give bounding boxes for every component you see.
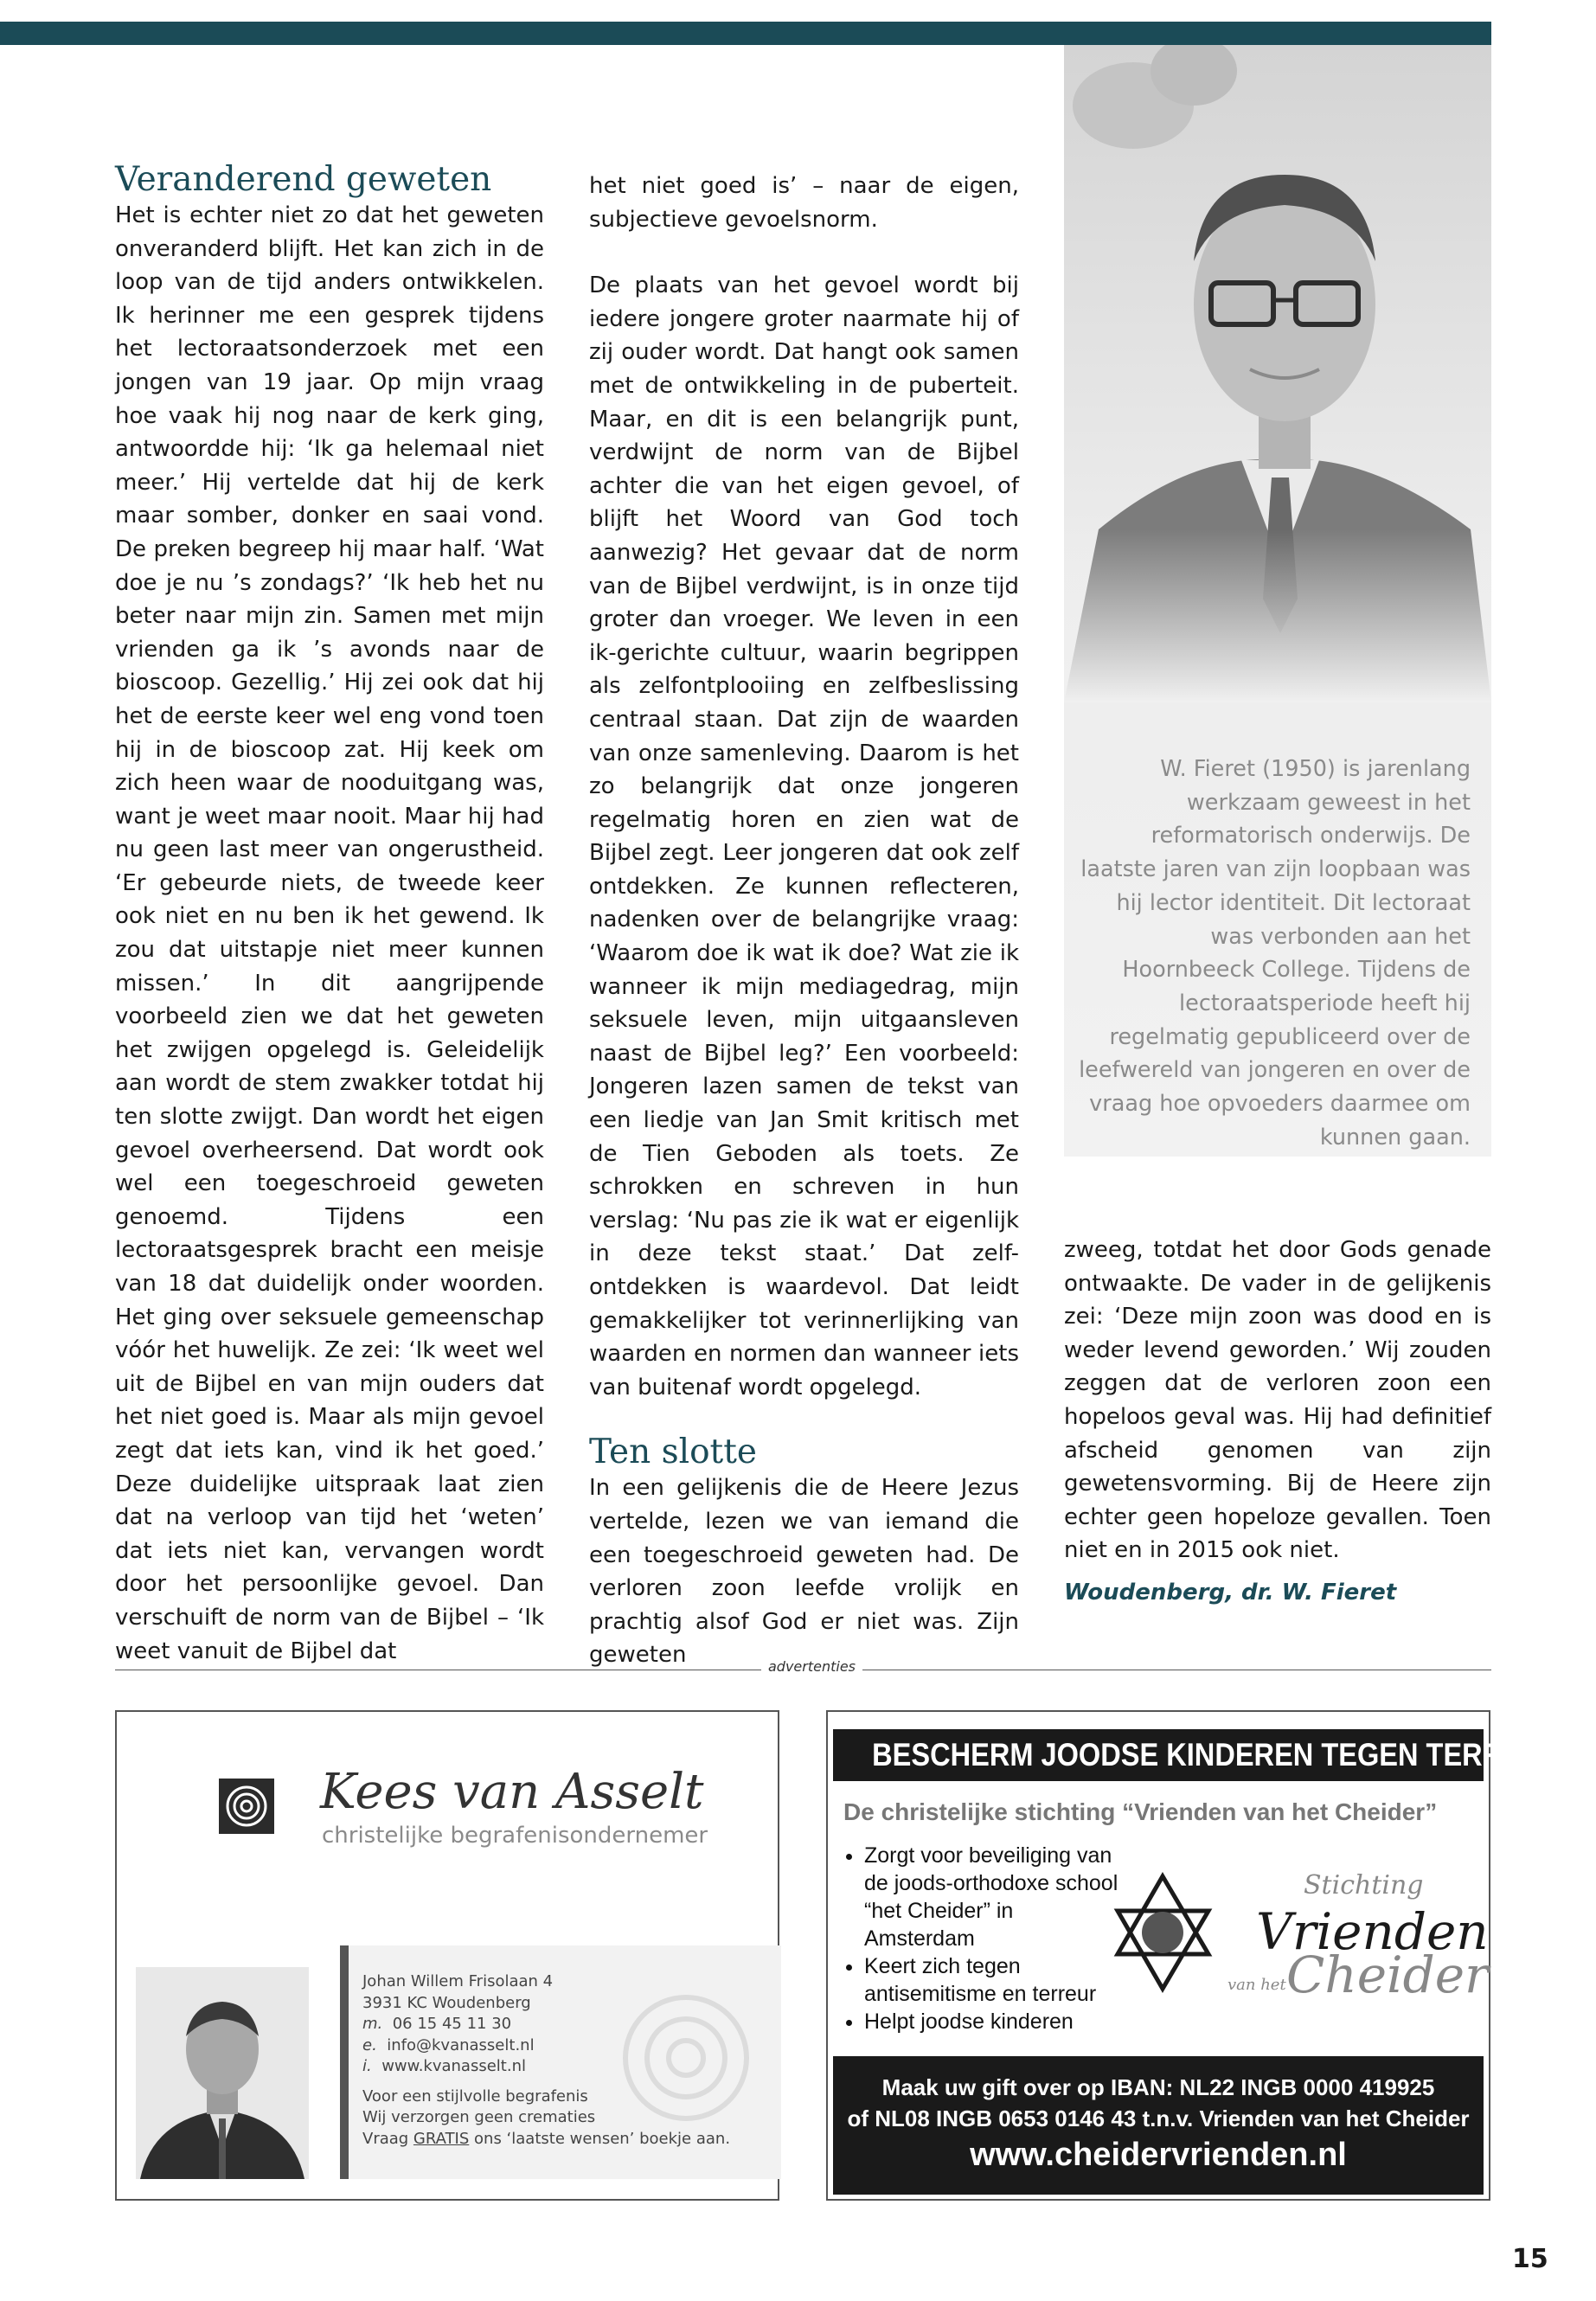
article-column-3 [1064,1234,1491,1567]
ads-label: advertenties [761,1658,862,1675]
ad2-bullet-item: • Zorgt voor beveiliging van de joods-orthodoxe school “het Cheider” in Amsterdam [864,1842,1124,1952]
section-heading-veranderend-geweten: Veranderend geweten [115,160,492,199]
top-accent-bar [0,22,1491,45]
cheider-emblem-icon [1113,1872,1213,1993]
ad2-bullet-item: • Helpt joodse kinderen [864,2008,1124,2035]
ad1-slogan-1: Voor een stijlvolle begrafenis [362,2086,588,2106]
ad2-logo-cheider: Cheider [1286,1945,1489,2004]
column-3-text: zweeg, totdat het door Gods genade ontwaakte. De vader in de gelijkenis zei: ‘Deze mijn zoon was dood en is weder levend geworden.’ Wij zouden zeggen dat de verloren zoon een hopeloos geval was. Hij had definitief afscheid genomen van zijn gewetensvorming. Bij de Heere zijn echter geen hopeloze gevallen. Toen niet en in 2015 ook niet. [1064,1237,1491,1564]
ad1-portrait-photo [136,1967,309,2179]
ad2-donation-panel [833,2056,1484,2195]
ad1-website[interactable]: i. www.kvanasselt.nl [362,2057,526,2075]
ad2-headline: BESCHERM JOODSE KINDEREN TEGEN TERREUR! [872,1737,1572,1772]
ad1-slogan-3: Vraag GRATIS ons ‘laatste wensen’ boekje aan. [362,2129,731,2148]
ad2-iban-line-1: Maak uw gift over op IBAN: NL22 INGB 0000 419925 [881,2074,1435,2100]
page-number: 15 [1512,2244,1548,2274]
ad1-email[interactable]: e. info@kvanasselt.nl [362,2035,535,2054]
ad-vrienden-van-het-cheider [826,1710,1572,2201]
ad2-logo-van-het: van het [1227,1976,1286,1994]
ad1-phone: m. 06 15 45 11 30 [362,2015,512,2033]
ad2-logo-vrienden: Vrienden [1256,1902,1489,1961]
article-column-2 [589,170,1019,1672]
rose-logo-icon [219,1779,274,1834]
article-column-1 [115,161,544,1668]
section-heading-ten-slotte: Ten slotte [589,1433,757,1472]
ad-kees-van-asselt [115,1710,779,2201]
ad1-brand-name: Kees van Asselt [320,1764,704,1820]
ad2-bullet-list [843,1842,1124,2035]
ad2-subheadline: De christelijke stichting “Vrienden van het Cheider” [843,1798,1438,1825]
ad1-tagline: christelijke begrafenisondernemer [322,1823,708,1849]
author-photo-caption: W. Fieret (1950) is jarenlang werkzaam geweest in het reformatorisch onderwijs. De laatste jaren van zijn loopbaan was hij lector identiteit. Dit lectoraat was verbonden aan het Hoornbeeck College. Tijdens de lectoraatsperiode heeft hij regelmatig gepubliceerd over de leefwereld van jongeren en over de vraag hoe opvoeders daarmee om kunnen gaan. [1079,756,1471,1150]
ad2-headline-banner [833,1729,1572,1781]
author-signature: Woudenberg, dr. W. Fieret [1064,1580,1397,1606]
ad1-address-line-2: 3931 KC Woudenberg [362,1993,531,2012]
column-2-paragraph-3: In een gelijkenis die de Heere Jezus vertelde, lezen we van iemand die een toegeschroeid geweten had. De verloren zoon leefde vrolijk en prachtig alsof God er niet was. Zijn geweten [589,1475,1019,1669]
ad2-website[interactable]: www.cheidervrienden.nl [970,2137,1347,2173]
ad1-slogan-2: Wij verzorgen geen crematies [362,2108,596,2126]
ad2-bullet-item: • Keert zich tegen antisemitisme en terreur [864,1952,1124,2008]
column-2-paragraph-1: het niet goed is’ – naar de eigen, subjectieve gevoelsnorm. [589,173,1019,233]
column-1-text: Het is echter niet zo dat het geweten onveranderd blijft. Het kan zich in de loop van de tijd anders ontwikkelen. Ik herinner me een gesprek tijdens het lectoraatsonderzoek met een jongen van 19 jaar. Op mijn vraag hoe vaak hij nog naar de kerk ging, antwoordde hij: ‘Ik ga helemaal niet meer.’ Hij vertelde dat hij de kerk maar somber, donker en saai vond. De preken begreep hij maar half. ‘Wat doe je nu ’s zondags?’ ‘Ik heb het nu beter naar mijn zin. Samen met mijn vrienden ga ik ’s avonds naar de bioscoop. Gezellig.’ Hij zei ook dat hij het de eerste keer wel eng vond toen hij in de bioscoop zat. Hij keek om zich heen waar de nooduitgang was, want je weet maar nooit. Maar hij had nu geen last meer van ongerustheid. ‘Er gebeurde niets, de tweede keer ook niet en nu ben ik het gewend. Ik zou dat uitstapje niet meer kunnen missen.’ In dit aangrijpende voorbeeld zien we dat het geweten het zwijgen opgelegd is. Geleidelijk aan wordt de stem zwakker totdat hij ten slotte zwijgt. Dan wordt het eigen gevoel overheersend. Dat wordt ook wel een toegeschroeid geweten genoemd. Tijdens een lectoraatsgesprek bracht een meisje van 18 dat duidelijk onder woorden. Het ging over seksuele gemeenschap vóór het huwelijk. Ze zei: ‘Ik weet wel uit de Bijbel en van mijn ouders dat het niet goed is. Maar als mijn gevoel zegt dat iets kan, vind ik het goed.’ Deze duidelijke uitspraak laat zien dat na verloop van tijd het ‘weten’ dat iets niet kan, vervangen wordt door het persoonlijke gevoel. Dan verschuift de norm van de Bijbel – ‘Ik weet vanuit de Bijbel dat [115,202,544,1664]
column-2-paragraph-2: De plaats van het gevoel wordt bij iedere jongere groter naarmate hij of zij ouder wordt. Dat hangt ook samen met de ontwikkeling in de puberteit. Maar, en dit is een belangrijk punt, verdwijnt de norm van de Bijbel achter die van het eigen gevoel, of blijft het Woord van God toch aanwezig? Het gevaar dat de norm van de Bijbel verdwijnt, is in onze tijd groter dan vroeger. We leven in een ik-gerichte cultuur, waarin begrippen als zelfontplooiing en zelfbeslissing centraal staan. Dat zijn de waarden van onze samenleving. Daarom is het zo belangrijk dat onze jongeren regelmatig horen en zien wat de Bijbel zegt. Leer jongeren dat ook zelf ontdekken. Ze kunnen reflecteren, nadenken over de belangrijke vraag: ‘Waarom doe ik wat ik doe? Wat zie ik wanneer ik mijn mediagedrag, mijn seksuele leven, mijn uitgaansleven naast de Bijbel leg?’ Een voorbeeld: Jongeren lazen samen de tekst van een liedje van Jan Smit kritisch met de Tien Geboden als toets. Ze schrokken en schreven in hun verslag: ‘Nu pas zie ik wat er eigenlijk in deze tekst staat.’ Dat zelf-ontdekken is waardevol. Dat leidt gemakkelijker tot verinnerlijking van waarden en normen dan wanneer iets van buitenaf wordt opgelegd. [589,272,1019,1400]
ad2-iban-line-2: of NL08 INGB 0653 0146 43 t.n.v. Vrienden van het Cheider [847,2106,1470,2131]
ad2-logo-stichting: Stichting [1304,1870,1424,1900]
ad1-address-line-1: Johan Willem Frisolaan 4 [362,1972,554,1990]
